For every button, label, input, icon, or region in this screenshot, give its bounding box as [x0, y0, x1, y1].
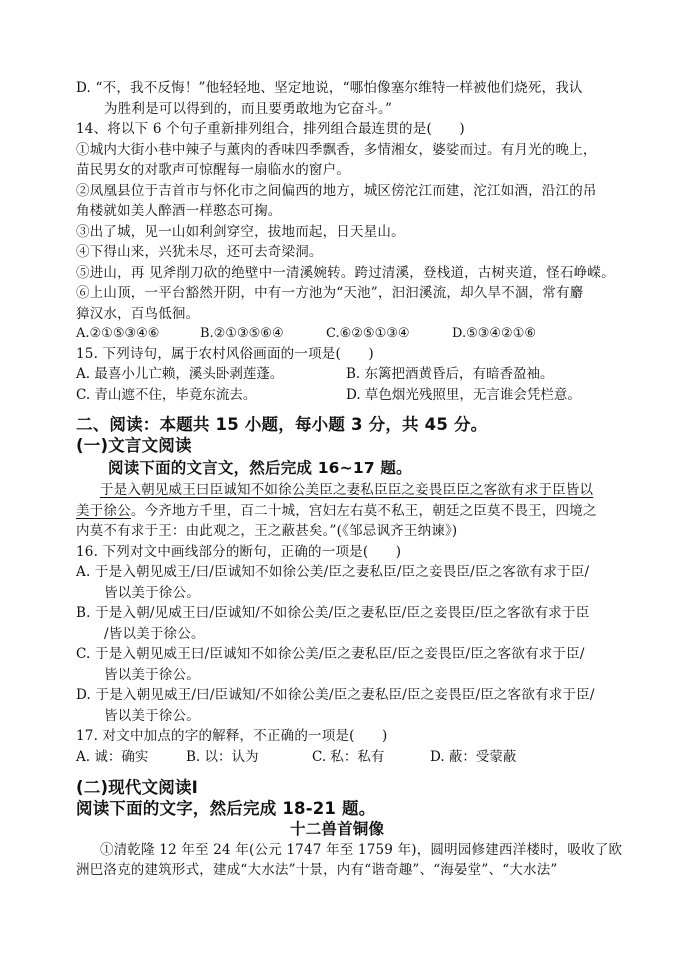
q14-option-b: B.②①③⑤⑥④	[200, 326, 284, 341]
q14-sentence-5: ⑤进山，再 见斧削刀砍的绝壁中一清溪婉转。跨过清溪，登栈道，古树夹道，怪石峥嵘。	[76, 265, 615, 281]
q13-option-d-line1: D. “不，我不反悔！”他轻轻地、坚定地说，“哪怕像塞尔维特一样被他们烧死，我认	[76, 80, 583, 96]
q16-option-a-line2: 皆以美于徐公。	[104, 585, 200, 601]
article-paragraph-line1: ①清乾隆 12 年至 24 年(公元 1747 年至 1759 年)，圆明园修建西洋楼时，吸收了欧	[100, 842, 623, 858]
classical-passage-line2	[76, 501, 597, 521]
q16-option-d-line1: D. 于是入朝见威王/曰/臣诚知/不如徐公美/臣之妻私臣/臣之妾畏臣/臣之客欲有求于臣/	[76, 687, 595, 703]
article-paragraph-line2: 洲巴洛克的建筑形式，建成“大水法”十景，内有“谐奇趣”、“海晏堂”、“大水法”	[76, 862, 558, 878]
q17-option-b: B. 以：认为	[186, 749, 259, 765]
article-title: 十二兽首铜像	[290, 820, 385, 838]
q14-option-d: D.⑤③④②①⑥	[452, 326, 537, 341]
classical-passage-line3: 内莫不有求于王：由此观之，王之蔽甚矣。”(《邹忌讽齐王纳谏》)	[76, 523, 458, 539]
q17-option-d: D. 蔽：受蒙蔽	[430, 749, 517, 765]
q15-stem: 15. 下列诗句，属于农村风俗画面的一项是( )	[76, 346, 374, 362]
q14-sentence-1a: ①城内大街小巷中辣子与薰肉的香味四季飘香，多情湘女，婆娑而过。有月光的晚上，	[76, 142, 597, 158]
q14-sentence-4: ④下得山来，兴犹未尽，还可去奇梁洞。	[76, 244, 323, 260]
q16-option-a-line1: A. 于是入朝见威王/曰/臣诚知不如徐公美/臣之妻私臣/臣之妾畏臣/臣之客欲有求于臣/	[76, 564, 590, 580]
q16-option-b-line2: /皆以美于徐公。	[104, 626, 205, 642]
section2-title: 二、阅读：本题共 15 小题，每小题 3 分，共 45 分。	[76, 415, 488, 434]
q16-option-c-line2: 皆以美于徐公。	[104, 667, 200, 683]
classical-instruction: 阅读下面的文言文，然后完成 16~17 题。	[108, 459, 412, 477]
q16-option-b-line1: B. 于是入朝/见威王曰/臣诚知/不如徐公美/臣之妻私臣/臣之妾畏臣/臣之客欲有求于臣	[76, 605, 590, 621]
q14-option-c: C.⑥②⑤①③④	[326, 326, 410, 341]
section3-subtitle-modern: (二)现代文阅读Ⅰ	[76, 778, 199, 797]
modern-instruction: 阅读下面的文字，然后完成 18-21 题。	[76, 799, 376, 818]
q16-stem: 16. 下列对文中画线部分的断句，正确的一项是( )	[76, 544, 402, 560]
classical-passage-underline-end: 美于徐公	[76, 503, 131, 519]
q14-option-a: A.②①⑤③④⑥	[76, 326, 160, 341]
q15-option-c: C. 青山遮不住，毕竟东流去。	[76, 387, 257, 403]
q17-option-c: C. 私：私有	[312, 749, 385, 765]
q16-option-d-line2: 皆以美于徐公。	[104, 708, 200, 724]
classical-passage-line2-rest: 。今齐地方千里，百二十城，宫妇左右莫不私王，朝廷之臣莫不畏王，四境之	[130, 503, 597, 519]
q15-option-b: B. 东篱把酒黄昏后，有暗香盈袖。	[346, 366, 554, 382]
section2-subtitle-classical: (一)文言文阅读	[76, 436, 192, 455]
q14-sentence-1b: 苗民男女的对歌声可惊醒每一扇临水的窗户。	[76, 162, 350, 178]
q14-sentence-2b: 角楼就如美人醉酒一样憨态可掬。	[76, 203, 282, 219]
q16-option-c-line1: C. 于是入朝见威王曰/臣诚知不如徐公美/臣之妻私臣/臣之妾畏臣/臣之客欲有求于臣/	[76, 646, 585, 662]
q13-option-d-line2: 为胜利是可以得到的，而且要勇敢地为它奋斗。”	[104, 101, 393, 117]
q17-option-a: A. 诚：确实	[76, 749, 149, 765]
q14-sentence-2a: ②凤凰县位于吉首市与怀化市之间偏西的地方，城区傍沱江而建，沱江如酒，沿江的吊	[76, 183, 597, 199]
q14-sentence-6b: 獐汉水，百鸟低徊。	[76, 306, 200, 322]
q14-sentence-3: ③出了城，见一山如利剑穿空，拔地而起，日天星山。	[76, 224, 405, 240]
q14-sentence-6a: ⑥上山顶，一平台豁然开阴，中有一方池为“天池”，汩汩溪流，却久旱不涸，常有麝	[76, 285, 584, 301]
classical-passage-line1: 于是入朝见威王曰臣诚知不如徐公美臣之妻私臣臣之妾畏臣臣之客欲有求于臣皆以	[100, 482, 594, 498]
q15-option-a: A. 最喜小儿亡赖，溪头卧剥莲蓬。	[76, 366, 284, 382]
q14-stem: 14、将以下 6 个句子重新排列组合，排列组合最连贯的是( )	[76, 121, 465, 137]
q17-stem: 17. 对文中加点的字的解释，不正确的一项是( )	[76, 728, 388, 744]
q15-option-d: D. 草色烟光残照里，无言谁会凭栏意。	[346, 387, 581, 403]
